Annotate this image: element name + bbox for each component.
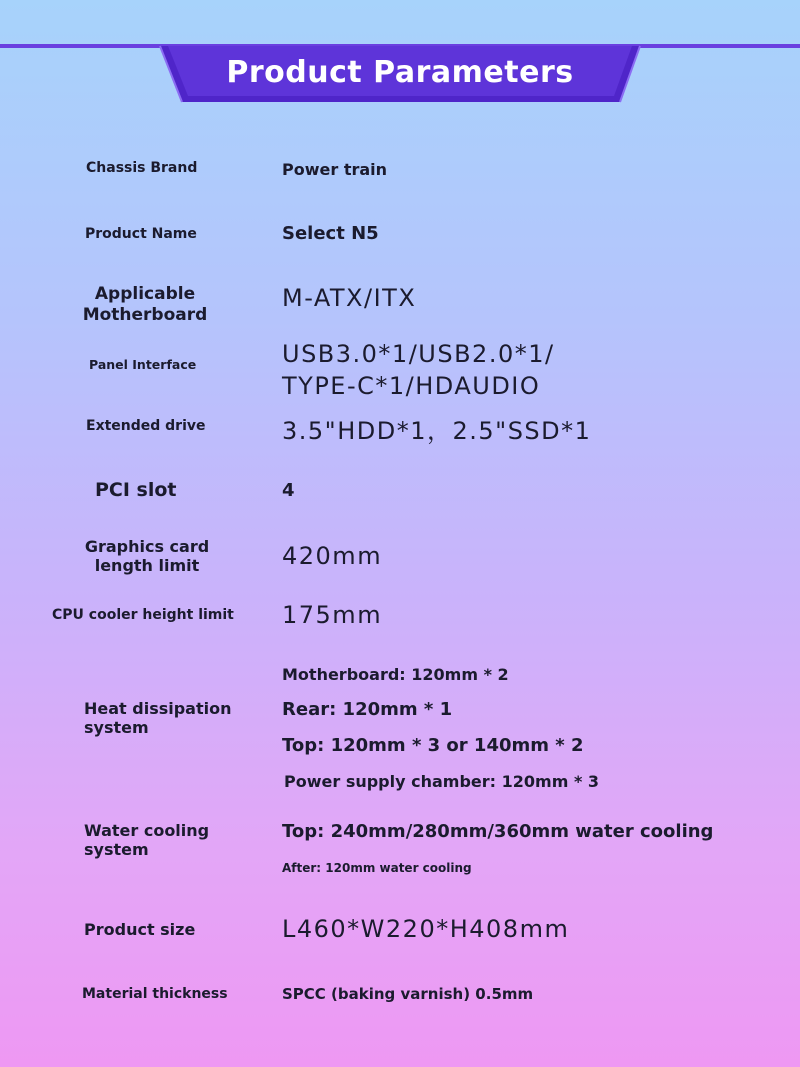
extended-drive-label: Extended drive: [86, 418, 206, 434]
water-cooling-label-line1: Water cooling: [84, 821, 210, 840]
heat-dissipation-label-line1: Heat dissipation: [84, 699, 232, 718]
product-size-label: Product size: [84, 920, 196, 939]
cpu-cooler-value: 175mm: [282, 601, 383, 629]
material-thickness-label: Material thickness: [82, 986, 228, 1002]
material-thickness-value: SPCC (baking varnish) 0.5mm: [282, 985, 534, 1003]
motherboard-label-line1: Applicable: [94, 284, 196, 304]
water-cooling-after-value: After: 120mm water cooling: [282, 861, 472, 875]
chassis-brand-value: Power train: [282, 160, 388, 179]
graphics-card-label-line1: Graphics card: [84, 537, 210, 556]
heat-dissipation-label: [84, 699, 232, 737]
panel-interface-line2: TYPE-C*1/HDAUDIO: [282, 372, 541, 400]
motherboard-value: M-ATX/ITX: [282, 284, 417, 312]
heat-rear-value: Rear: 120mm * 1: [282, 699, 453, 720]
motherboard-label-line2: Motherboard: [82, 305, 208, 325]
pci-slot-label: PCI slot: [95, 479, 177, 501]
product-name-label: Product Name: [85, 226, 197, 242]
page-title: Product Parameters: [226, 55, 574, 90]
heat-motherboard-value: Motherboard: 120mm * 2: [282, 665, 509, 684]
cpu-cooler-label: CPU cooler height limit: [52, 607, 234, 623]
panel-interface-label: Panel Interface: [89, 357, 197, 372]
water-cooling-label-line2: system: [84, 840, 149, 859]
graphics-card-value: 420mm: [282, 542, 383, 570]
chassis-brand-label: Chassis Brand: [86, 160, 198, 176]
product-size-value: L460*W220*H408mm: [282, 915, 570, 943]
heat-psu-value: Power supply chamber: 120mm * 3: [284, 772, 600, 791]
heat-top-value: Top: 120mm * 3 or 140mm * 2: [282, 735, 584, 756]
product-name-value: Select N5: [282, 223, 379, 244]
panel-interface-value: [282, 338, 555, 402]
motherboard-label: [70, 284, 220, 326]
panel-interface-line1: USB3.0*1/USB2.0*1/: [282, 340, 555, 368]
graphics-card-label: [72, 537, 222, 575]
heat-dissipation-label-line2: system: [84, 718, 149, 737]
extended-drive-value: 3.5"HDD*1，2.5"SSD*1: [282, 417, 592, 445]
pci-slot-value: 4: [282, 480, 295, 501]
graphics-card-label-line2: length limit: [94, 556, 200, 575]
water-cooling-label: [84, 821, 209, 859]
water-cooling-top-value: Top: 240mm/280mm/360mm water cooling: [282, 821, 714, 842]
